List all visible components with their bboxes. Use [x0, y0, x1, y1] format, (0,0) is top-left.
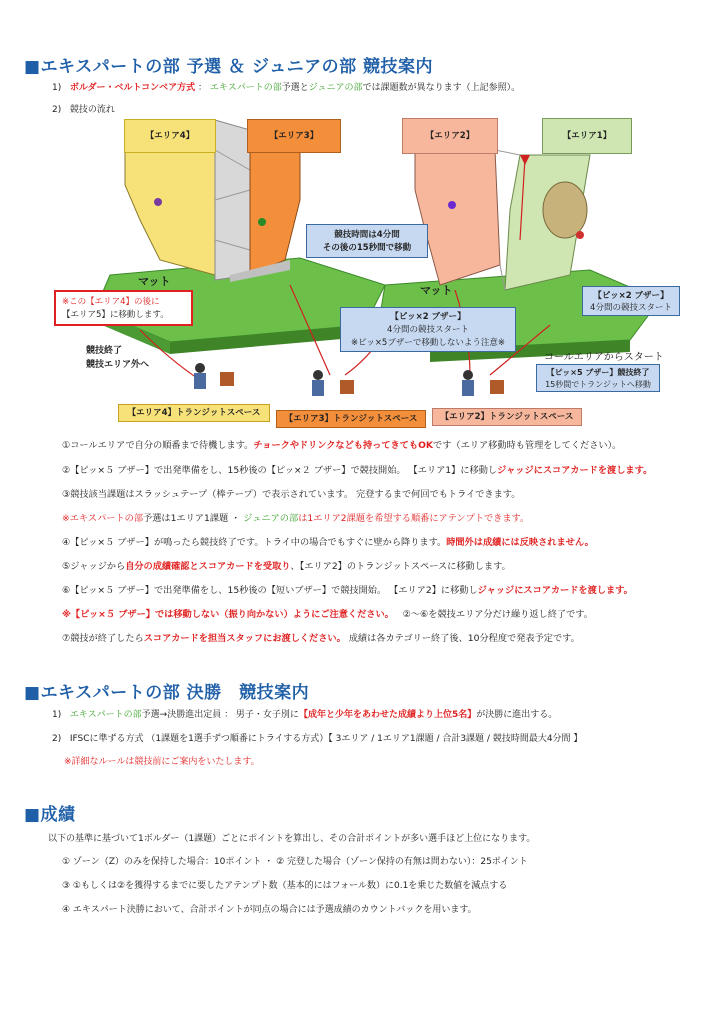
step-1	[62, 437, 621, 451]
transit-figure-3	[312, 370, 354, 396]
format-rest: では課題数が異なります（上記参照）。	[362, 83, 521, 93]
final-qualify-highlight: 【成年と少年をあわせた成績より上位5名】	[298, 710, 477, 720]
format-method: ボルダー・ベルトコンベア方式	[69, 83, 196, 93]
results-intro: 以下の基準に基づいて1ボルダー（1課題）ごとにポイントを算出し、その合計ポイントが多い選手ほど上位になります。	[48, 834, 536, 844]
expert-label: エキスパートの部	[209, 83, 282, 93]
item-number: 2)	[52, 734, 62, 744]
results-rule-2: ③ ①もしくは②を獲得するまでに要したアテンプト数（基本的にはフォール数）に0.1を乗じた数値を減点する	[62, 881, 508, 891]
note-rest: は1エリア2課題を希望する順番にアテンプトできます。	[298, 513, 530, 524]
move-note-line-1: ※この【エリア4】の後に	[62, 297, 160, 307]
final-expert-label: エキスパートの部	[69, 710, 142, 720]
final-line-2	[52, 733, 582, 745]
wall-area3	[250, 150, 300, 275]
step-6-highlight: ジャッジにスコアカードを渡します。	[477, 585, 633, 596]
mat-left-label: マット	[138, 275, 171, 288]
step-3: ③競技該当課題はスラッシュテープ（棒テープ）で表示されています。 完登するまで何回でもトライできます。	[62, 489, 521, 500]
step-5	[62, 558, 511, 572]
buzzer-start-line-2: 4分間の競技スタート	[387, 325, 469, 335]
buzzer-end-line-2: 15秒間でトランジットへ移動	[545, 380, 651, 389]
warning-text: ※【ピッ×５ ブザー】では移動しない（振り向かない）ようにご注意ください。	[62, 609, 394, 620]
step-4-highlight: 時間外は成績には反映されません。	[446, 537, 594, 548]
buzzer-right-line-2: 4分間の競技スタート	[590, 303, 672, 313]
move-note-box	[54, 290, 193, 326]
repeat-text: ②～⑥を競技エリア分だけ繰り返し終了です。	[402, 609, 593, 620]
step-1-rest: です（エリア移動時も管理をしてください）。	[433, 440, 622, 451]
time-info-box	[306, 224, 428, 258]
climber	[154, 198, 162, 206]
step-2-highlight: ジャッジにスコアカードを渡します。	[497, 465, 653, 476]
step-7-highlight: スコアカードを担当スタッフにお渡しください。	[143, 633, 346, 644]
time-line-1: 競技時間は4分間	[334, 230, 400, 240]
climber	[448, 201, 456, 209]
mat-right-label: マット	[420, 284, 453, 297]
transit-area2: 【エリア2】トランジットスペース	[432, 408, 582, 426]
end-line-2: 競技エリア外へ	[86, 360, 150, 370]
climber	[258, 218, 266, 226]
final-qualify-text: 予選→決勝進出定員 ： 男子・女子別に	[141, 710, 299, 720]
transit-area4: 【エリア4】トランジットスペース	[118, 404, 270, 422]
junior-label: ジュニアの部	[308, 83, 363, 93]
wall-structure-left	[215, 120, 250, 280]
step-6-text: ⑥【ピッ×５ ブザー】で出発準備をし、15秒後の【短いブザー】で競技開始。 【エリア2】に移動し	[62, 585, 478, 596]
step-5-rest: 、【エリア2】のトランジットスペースに移動します。	[290, 561, 511, 572]
final-format-text: IFSCに準ずる方式 （1課題を1選手ずつ順番にトライする方式）【 3エリア / 1エリア1課題 / 合計3課題 / 競技時間最大4分間 】	[69, 734, 583, 744]
section-title-final: ■エキスパートの部 決勝 競技案内	[24, 683, 310, 703]
note-expert: ※エキスパートの部	[62, 513, 144, 524]
end-line-1: 競技終了	[86, 346, 123, 356]
step-5-text: ⑤ジャッジから	[62, 561, 126, 572]
note-mid: 予選は1エリア1課題 ・	[143, 513, 244, 524]
section-title-qualifier: ■エキスパートの部 予選 ＆ ジュニアの部 競技案内	[24, 57, 434, 77]
step-1-highlight: チョークやドリンクなども持ってきてもOK	[253, 440, 434, 451]
format-line	[52, 82, 520, 94]
buzzer-start-box-right	[582, 286, 680, 316]
time-line-2: その後の15秒間で移動	[322, 243, 412, 253]
end-label	[86, 344, 149, 372]
step-note-junior	[62, 510, 529, 524]
format-mid: 予選と	[281, 83, 309, 93]
item-number: 1)	[52, 710, 62, 720]
step-2-text: ②【ピッ×５ ブザー】で出発準備をし、15秒後の【ピッ×２ ブザー】で競技開始。 【エリア1】に移動し	[62, 465, 498, 476]
note-junior: ジュニアの部	[243, 513, 299, 524]
item-number: 2)	[52, 105, 62, 115]
volume-hold	[543, 182, 587, 238]
results-rule-1: ① ゾーン（Z）のみを保持した場合：10ポイント ・ ② 完登した場合（ゾーン保持の有無は問わない）：25ポイント	[62, 857, 528, 867]
call-area-label: コールエリアからスタート	[544, 352, 664, 363]
buzzer-start-line-1: 【ピッ×2 ブザー】	[390, 312, 466, 322]
results-rule-3: ④ エキスパート決勝において、合計ポイントが同点の場合には予選成績のカウントバックを用います。	[62, 905, 477, 915]
final-line-1	[52, 709, 557, 721]
step-5-highlight: 自分の成績確認とスコアカードを受取り	[125, 561, 291, 572]
wall-area4	[125, 150, 215, 275]
step-7	[62, 630, 580, 644]
step-4-text: ④【ピッ×５ ブザー】が鳴ったら競技終了です。トライ中の場合でもすぐに壁から降ります。	[62, 537, 447, 548]
step-4	[62, 534, 594, 548]
climber	[576, 231, 584, 239]
label-area1: 【エリア1】	[542, 118, 632, 154]
step-2	[62, 462, 652, 476]
label-area3: 【エリア3】	[247, 119, 341, 153]
buzzer-right-line-1: 【ピッ×2 ブザー】	[593, 291, 669, 301]
transit-figure-2	[462, 370, 504, 396]
final-qualify-rest: が決勝に進出する。	[476, 710, 558, 720]
item-number: 1)	[52, 83, 62, 93]
buzzer-end-box	[536, 364, 660, 392]
wall-area2	[415, 150, 500, 285]
buzzer-start-line-3: ※ピッ×5ブザーで移動しないよう注意※	[351, 338, 505, 348]
transit-area3: 【エリア3】トランジットスペース	[276, 410, 426, 428]
transit-figure-4	[194, 363, 234, 389]
step-7-rest: 成績は各カテゴリー終了後、10分程度で発表予定です。	[345, 633, 580, 644]
step-warning	[62, 606, 593, 620]
move-note-line-2: 【エリア5】に移動します。	[62, 310, 169, 320]
buzzer-end-line-1: 【ピッ×5 ブザー】競技終了	[546, 368, 650, 377]
buzzer-start-box	[340, 307, 516, 352]
flow-title: 競技の流れ	[69, 105, 115, 115]
label-area4: 【エリア4】	[124, 119, 216, 153]
final-note: ※詳細なルールは競技前にご案内をいたします。	[64, 757, 260, 767]
step-1-text: ①コールエリアで自分の順番まで待機します。	[62, 440, 254, 451]
step-6	[62, 582, 633, 596]
separator: ：	[198, 83, 208, 93]
section-title-results: ■成績	[24, 805, 76, 825]
label-area2: 【エリア2】	[402, 118, 498, 154]
step-7-text: ⑦競技が終了したら	[62, 633, 144, 644]
